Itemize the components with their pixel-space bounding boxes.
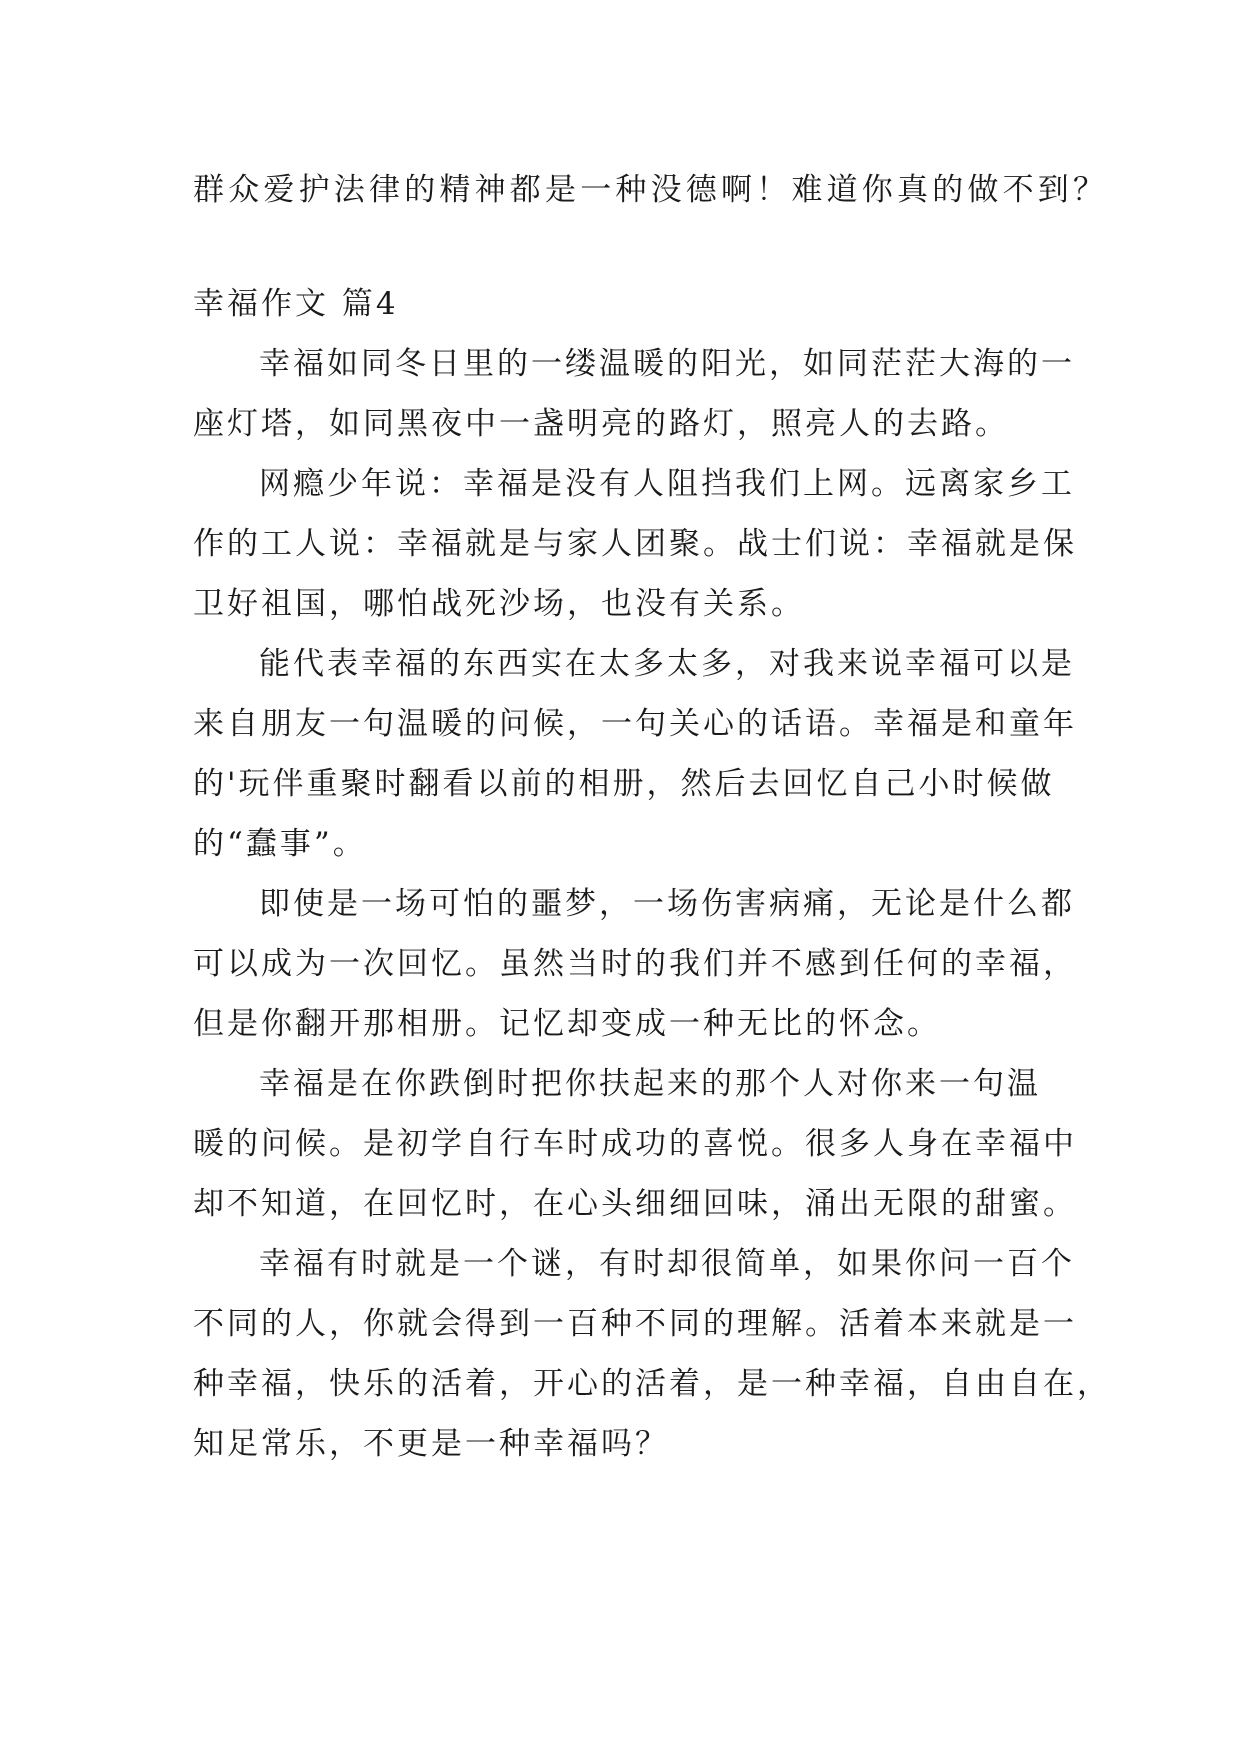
continuation-line: 群众爱护法律的精神都是一种没德啊！难道你真的做不到？ — [193, 172, 1109, 208]
paragraph-line: 但是你翻开那相册。记忆却变成一种无比的怀念。 — [193, 1006, 941, 1042]
paragraph-line: 卫好祖国，哪怕战死沙场，也没有关系。 — [193, 586, 805, 622]
paragraph-line: 幸福是在你跌倒时把你扶起来的那个人对你来一句温 — [259, 1066, 1041, 1102]
paragraph-3 — [193, 634, 1077, 874]
paragraph-line: 知足常乐，不更是一种幸福吗？ — [193, 1426, 669, 1462]
paragraph-line: 网瘾少年说：幸福是没有人阻挡我们上网。远离家乡工 — [259, 466, 1075, 502]
paragraph-6 — [193, 1234, 1111, 1474]
section-heading: 幸福作文 篇4 — [193, 286, 399, 322]
paragraph-line: 幸福有时就是一个谜，有时却很简单，如果你问一百个 — [259, 1246, 1075, 1282]
paragraph-line: 不同的人，你就会得到一百种不同的理解。活着本来就是一 — [193, 1306, 1077, 1342]
paragraph-1 — [193, 334, 1075, 454]
paragraph-line: 来自朋友一句温暖的问候，一句关心的话语。幸福是和童年 — [193, 706, 1077, 742]
paragraph-line: 的“蠢事”。 — [193, 826, 367, 862]
paragraph-4 — [193, 874, 1077, 1054]
paragraph-line: 种幸福，快乐的活着，开心的活着，是一种幸福，自由自在， — [193, 1366, 1111, 1402]
paragraph-line: 能代表幸福的东西实在太多太多，对我来说幸福可以是 — [259, 646, 1075, 682]
paragraph-line: 暖的问候。是初学自行车时成功的喜悦。很多人身在幸福中 — [193, 1126, 1077, 1162]
paragraph-line: 可以成为一次回忆。虽然当时的我们并不感到任何的幸福， — [193, 946, 1077, 982]
paragraph-line: 即使是一场可怕的噩梦，一场伤害病痛，无论是什么都 — [259, 886, 1075, 922]
paragraph-line: 幸福如同冬日里的一缕温暖的阳光，如同茫茫大海的一 — [259, 346, 1075, 382]
paragraph-line: 作的工人说：幸福就是与家人团聚。战士们说：幸福就是保 — [193, 526, 1077, 562]
paragraph-line: 的'玩伴重聚时翻看以前的相册，然后去回忆自己小时候做 — [193, 766, 1055, 802]
document-page — [193, 160, 1111, 1474]
paragraph-line: 座灯塔，如同黑夜中一盏明亮的路灯，照亮人的去路。 — [193, 406, 1009, 442]
paragraph-5 — [193, 1054, 1077, 1234]
paragraph-line: 却不知道，在回忆时，在心头细细回味，涌出无限的甜蜜。 — [193, 1186, 1077, 1222]
paragraph-2 — [193, 454, 1077, 634]
